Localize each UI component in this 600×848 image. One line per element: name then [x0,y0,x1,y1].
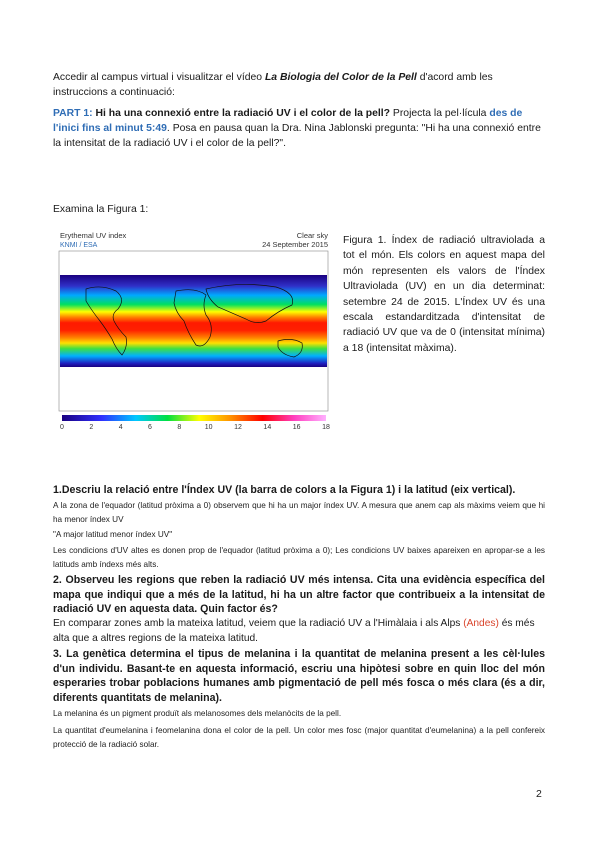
answer-2-text-2: és més alta que a altres regions de la mateixa latitud. [53,618,535,644]
answer-3-line-1: La melanina és un pigment produït als melanosomes dels melanòcits de la pell. [53,709,342,718]
scale-tick-label: 16 [292,424,301,429]
uv-scale-bar [62,415,326,421]
answer-1-line-3: Les condicions d'UV altes es donen prop de l'equador (latitud pròxima a 0); Les condicions UV baixes apareixen en apropar-se a les latituds amb índexs més alts. [53,546,545,569]
figure-title-left: Erythemal UV index [60,231,127,240]
answer-2-text-1: En comparar zones amb la mateixa latitud, veiem que la radiació UV a l'Himàlaia i als Alps [53,618,464,629]
uv-scale-ticks [60,424,330,429]
examina-heading: Examina la Figura 1: [53,204,149,215]
intro-text-1: Accedir al campus virtual i visualitzar el vídeo [53,72,265,83]
scale-tick-label: 6 [148,424,152,429]
answer-2-andes: (Andes) [463,618,499,629]
uv-index-figure [56,229,332,429]
scale-tick-label: 18 [322,424,330,429]
part1-label: PART 1: [53,108,93,119]
answer-1-line-2: "A major latitud menor índex UV" [53,530,173,539]
answer-1-line-1: A la zona de l'equador (latitud pròxima a 0) observem que hi ha un major índex UV. A mesura que anem cap als màxims veiem que hi ha menor índex UV [53,501,545,524]
part1-paragraph [53,106,545,151]
scale-tick-label: 10 [204,424,213,429]
scale-tick-label: 12 [234,424,242,429]
scale-tick-label: 4 [118,424,123,429]
figure-source: KNMI / ESA [60,242,98,249]
intro-paragraph [53,70,545,100]
scale-tick-label: 14 [263,424,272,429]
scale-tick-label: 2 [89,424,94,429]
scale-tick-label: 0 [60,424,64,429]
figure-title-right: Clear sky [296,231,328,240]
part1-question: Hi ha una connexió entre la radiació UV i el color de la pell? [92,108,391,119]
part1-text-1: Projecta la pel·lícula [390,108,490,119]
figure-caption: Figura 1. Índex de radiació ultraviolada a tot el món. Els colors en aquest mapa del món representen els valors de l'Índex Ultraviolada (UV) en un dia determinat: setembre 24 de 2015. L'Índex UV és una escala estandarditzada d'intensitat de radiació UV que va de 0 (intensitat mínima) a 18 (intensitat màxima). [343,235,545,354]
answer-2 [53,617,545,646]
question-1: 1.Descriu la relació entre l'Índex UV (la barra de colors a la Figura 1) i la latitud (eix vertical). [53,484,516,496]
part1-text-2: . Posa en pausa quan la Dra. Nina Jablonski pregunta: "Hi ha una connexió entre la intensitat de la radiació UV i el color de la pell?". [53,123,541,149]
video-title: La Biologia del Color de la Pell [264,72,417,83]
part1-range: des de l'inici fins al minut 5:49 [53,108,523,134]
uv-map-svg [56,229,332,429]
question-3: 3. La genètica determina el tipus de melanina i la quantitat de melanina present a les cèl·lules d'un individu. Basant-te en aquesta informació, escriu una hipòtesi sobre en quin lloc del món esperaries trobar poblacions humanes amb pigmentació de pell més fosca o més clara (és a dir, diferents quantitats de melanina). [53,648,545,704]
figure-date: 24 September 2015 [262,240,328,249]
intro-text-2: d'acord amb les instruccions a continuació: [53,72,493,98]
answer-3-line-2: La quantitat d'eumelanina i feomelanina dona el color de la pell. Un color mes fosc (major quantitat d'eumelanina) a la pell confereix protecció de la radiació solar. [53,726,545,749]
scale-tick-label: 8 [177,424,182,429]
question-2: 2. Observeu les regions que reben la radiació UV més intensa. Cita una evidència específica del mapa que indiqui que a més de la latitud, hi ha un altre factor que contribueix a la intensitat de radiació UV en aquesta data. Quin factor és? [53,574,545,615]
page-number: 2 [536,788,542,800]
